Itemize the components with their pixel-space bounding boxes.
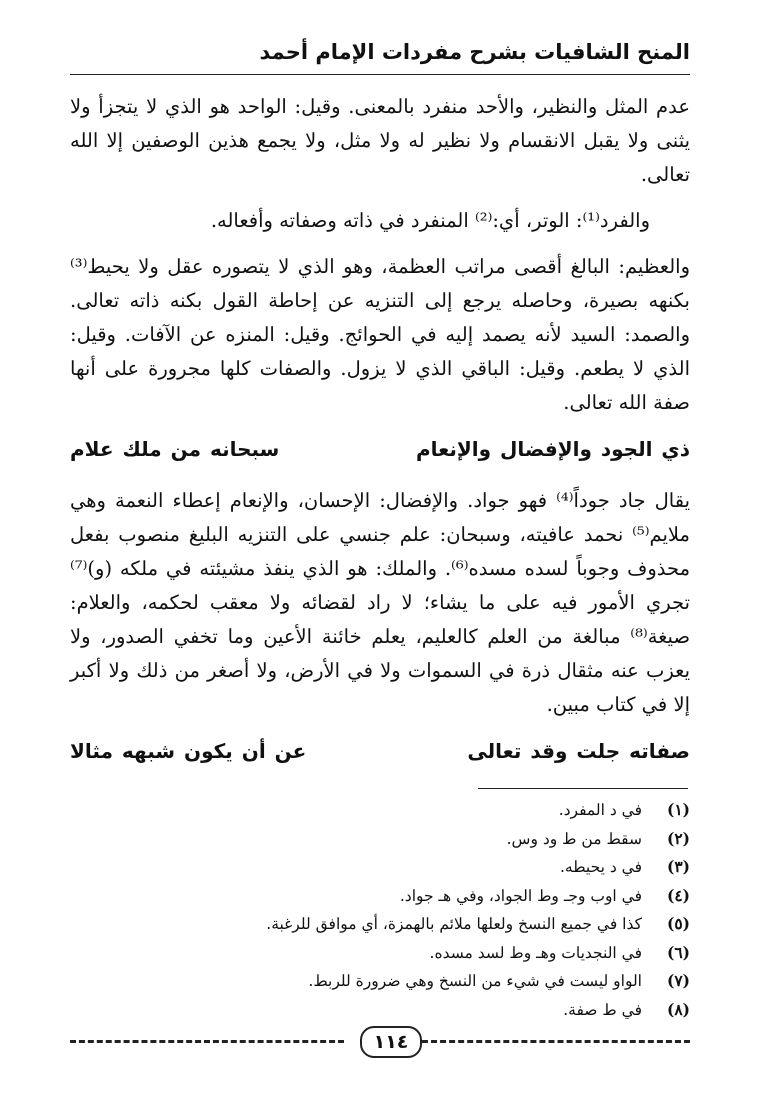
footnote-text: في النجديات وهـ وط لسد مسده. <box>429 943 642 962</box>
footnote-number: (٧) <box>666 971 690 990</box>
header-rule <box>70 74 690 75</box>
footnote <box>70 996 690 1025</box>
running-head: المنح الشافيات بشرح مفردات الإمام أحمد <box>259 40 690 64</box>
footnote-number: (١) <box>666 800 690 819</box>
poem-verse <box>70 432 690 466</box>
footer-dashed-rule-right <box>422 1040 690 1043</box>
footnote-number: (٢) <box>666 828 690 848</box>
verse-second-hemistich: عن أن يكون شبهه مثالا <box>70 739 307 763</box>
footnote-text: في د يحيطه. <box>559 858 642 876</box>
page-footer <box>70 1030 690 1054</box>
footnote <box>70 853 690 882</box>
footnote-number: (٥) <box>666 914 690 933</box>
footnote-separator <box>478 788 688 789</box>
verse-first-hemistich: صفاته جلت وقد تعالى <box>467 739 690 763</box>
footnote-text: الواو ليست في شيء من النسخ وهي ضرورة للربط. <box>308 972 642 990</box>
paragraph: والفرد⁽¹⁾: الوتر، أي:⁽²⁾ المنفرد في ذاته وصفاته وأفعاله. <box>210 209 650 232</box>
verse-second-hemistich: سبحانه من ملك علام <box>70 437 280 461</box>
footnote-text: في اوب وجـ وط الجواد، وفي هـ جواد. <box>399 886 642 905</box>
footnote-number: (٤) <box>666 885 690 905</box>
footnote <box>70 825 690 854</box>
paragraph: يقال جاد جوداً⁽⁴⁾ فهو جواد. والإفضال: الإحسان، والإنعام إعطاء النعمة وهي ملايم⁽⁵⁾ نحمد عافيته، وسبحان: علم جنسي على التنزيه البليغ منصوب بفعل محذوف وجوباً لسده مسده⁽⁶⁾. والملك: هو الذي ينفذ مشيئته في ملكه (و)⁽⁷⁾ تجري الأمور فيه على ما يشاء؛ لا راد لقضائه ولا معقب لحكمه، والعلام: صيغة⁽⁸⁾ مبالغة من العلم كالعليم، يعلم خائنة الأعين وما تخفي الصدور، ولا يعزب عنه مثقال ذرة في السموات ولا في الأرض، ولا أصغر من ذلك ولا أكبر إلا في كتاب مبين. <box>70 489 691 716</box>
footnote-number: (٦) <box>666 942 690 962</box>
footnote-text: في د المفرد. <box>558 801 642 819</box>
poem-verse <box>70 734 690 768</box>
footnote <box>70 939 690 968</box>
paragraph: عدم المثل والنظير، والأحد منفرد بالمعنى. وقيل: الواحد هو الذي لا يتجزأ ولا يثنى ولا يقبل الانقسام ولا نظير له ولا مثل، ولا يجمع هذين الوصفين إلا الله تعالى. <box>70 95 690 186</box>
main-text <box>70 90 690 786</box>
footnote <box>70 882 690 911</box>
verse-first-hemistich: ذي الجود والإفضال والإنعام <box>415 437 690 461</box>
footnote-text: كذا في جميع النسخ ولعلها ملائم بالهمزة، أي موافق للرغبة. <box>266 915 642 933</box>
footnote-text: سقط من ط ود وس. <box>506 829 642 848</box>
footnote <box>70 796 690 825</box>
footnote-number: (٨) <box>666 999 690 1019</box>
footnotes <box>70 796 690 1024</box>
paragraph: والعظيم: البالغ أقصى مراتب العظمة، وهو الذي لا يتصوره عقل ولا يحيط⁽³⁾ بكنهه بصيرة، وحاصله يرجع إلى التنزيه عن إحاطة القول بكنه ذاته تعالى. والصمد: السيد لأنه يصمد إليه في الحوائج. وقيل: المنزه عن الآفات. وقيل: الذي لا يطعم. وقيل: الباقي الذي لا يزول. والصفات كلها مجرورة على أنها صفة الله تعالى. <box>70 255 690 414</box>
page-number: ١١٤ <box>360 1026 422 1058</box>
footnote-text: في ط صفة. <box>563 1000 642 1019</box>
footnote <box>70 967 690 996</box>
footnote-number: (٣) <box>666 857 690 876</box>
footnote <box>70 910 690 939</box>
footer-dashed-rule-left <box>70 1040 344 1043</box>
